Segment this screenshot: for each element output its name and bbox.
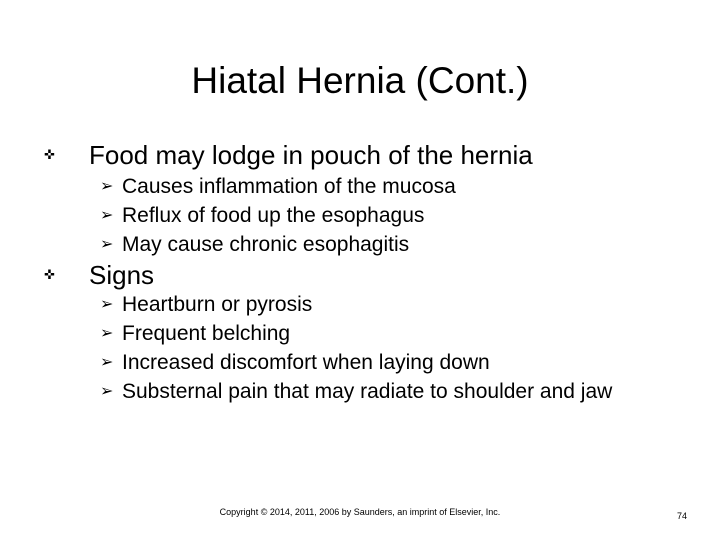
sub-list-signs	[100, 290, 660, 406]
sub-item	[100, 172, 660, 201]
sub-item-text: Increased discomfort when laying down	[122, 351, 490, 374]
sub-item-text: May cause chronic esophagitis	[122, 233, 410, 256]
bullet-marker-icon: ✜	[44, 147, 55, 162]
slide-title: Hiatal Hernia (Cont.)	[191, 60, 529, 101]
sub-item-text: Causes inflammation of the mucosa	[122, 175, 456, 198]
arrow-bullet-icon: ➢	[100, 178, 114, 195]
sub-item	[100, 230, 660, 259]
copyright-footer: Copyright © 2014, 2011, 2006 by Saunders, an imprint of Elsevier, Inc.	[219, 507, 501, 517]
arrow-bullet-icon: ➢	[100, 236, 114, 253]
sub-item	[100, 319, 660, 348]
bullet-label: Food may lodge in pouch of the hernia	[89, 140, 533, 170]
sub-item	[100, 290, 660, 319]
arrow-bullet-icon: ➢	[100, 354, 114, 371]
sub-item-text: Heartburn or pyrosis	[122, 293, 313, 316]
sub-list-effects	[100, 172, 660, 259]
arrow-bullet-icon: ➢	[100, 296, 114, 313]
arrow-bullet-icon: ➢	[100, 325, 114, 342]
sub-item-text: Substernal pain that may radiate to shoulder and jaw	[122, 380, 613, 403]
page-number: 74	[676, 511, 687, 521]
bullet-label: Signs	[89, 260, 155, 290]
arrow-bullet-icon: ➢	[100, 383, 114, 400]
bullet-marker-icon: ✜	[44, 267, 55, 282]
sub-item	[100, 377, 647, 406]
sub-item-text: Frequent belching	[122, 322, 291, 345]
sub-item-text: Reflux of food up the esophagus	[122, 204, 425, 227]
sub-item	[100, 201, 660, 230]
arrow-bullet-icon: ➢	[100, 207, 114, 224]
sub-item	[100, 348, 660, 377]
